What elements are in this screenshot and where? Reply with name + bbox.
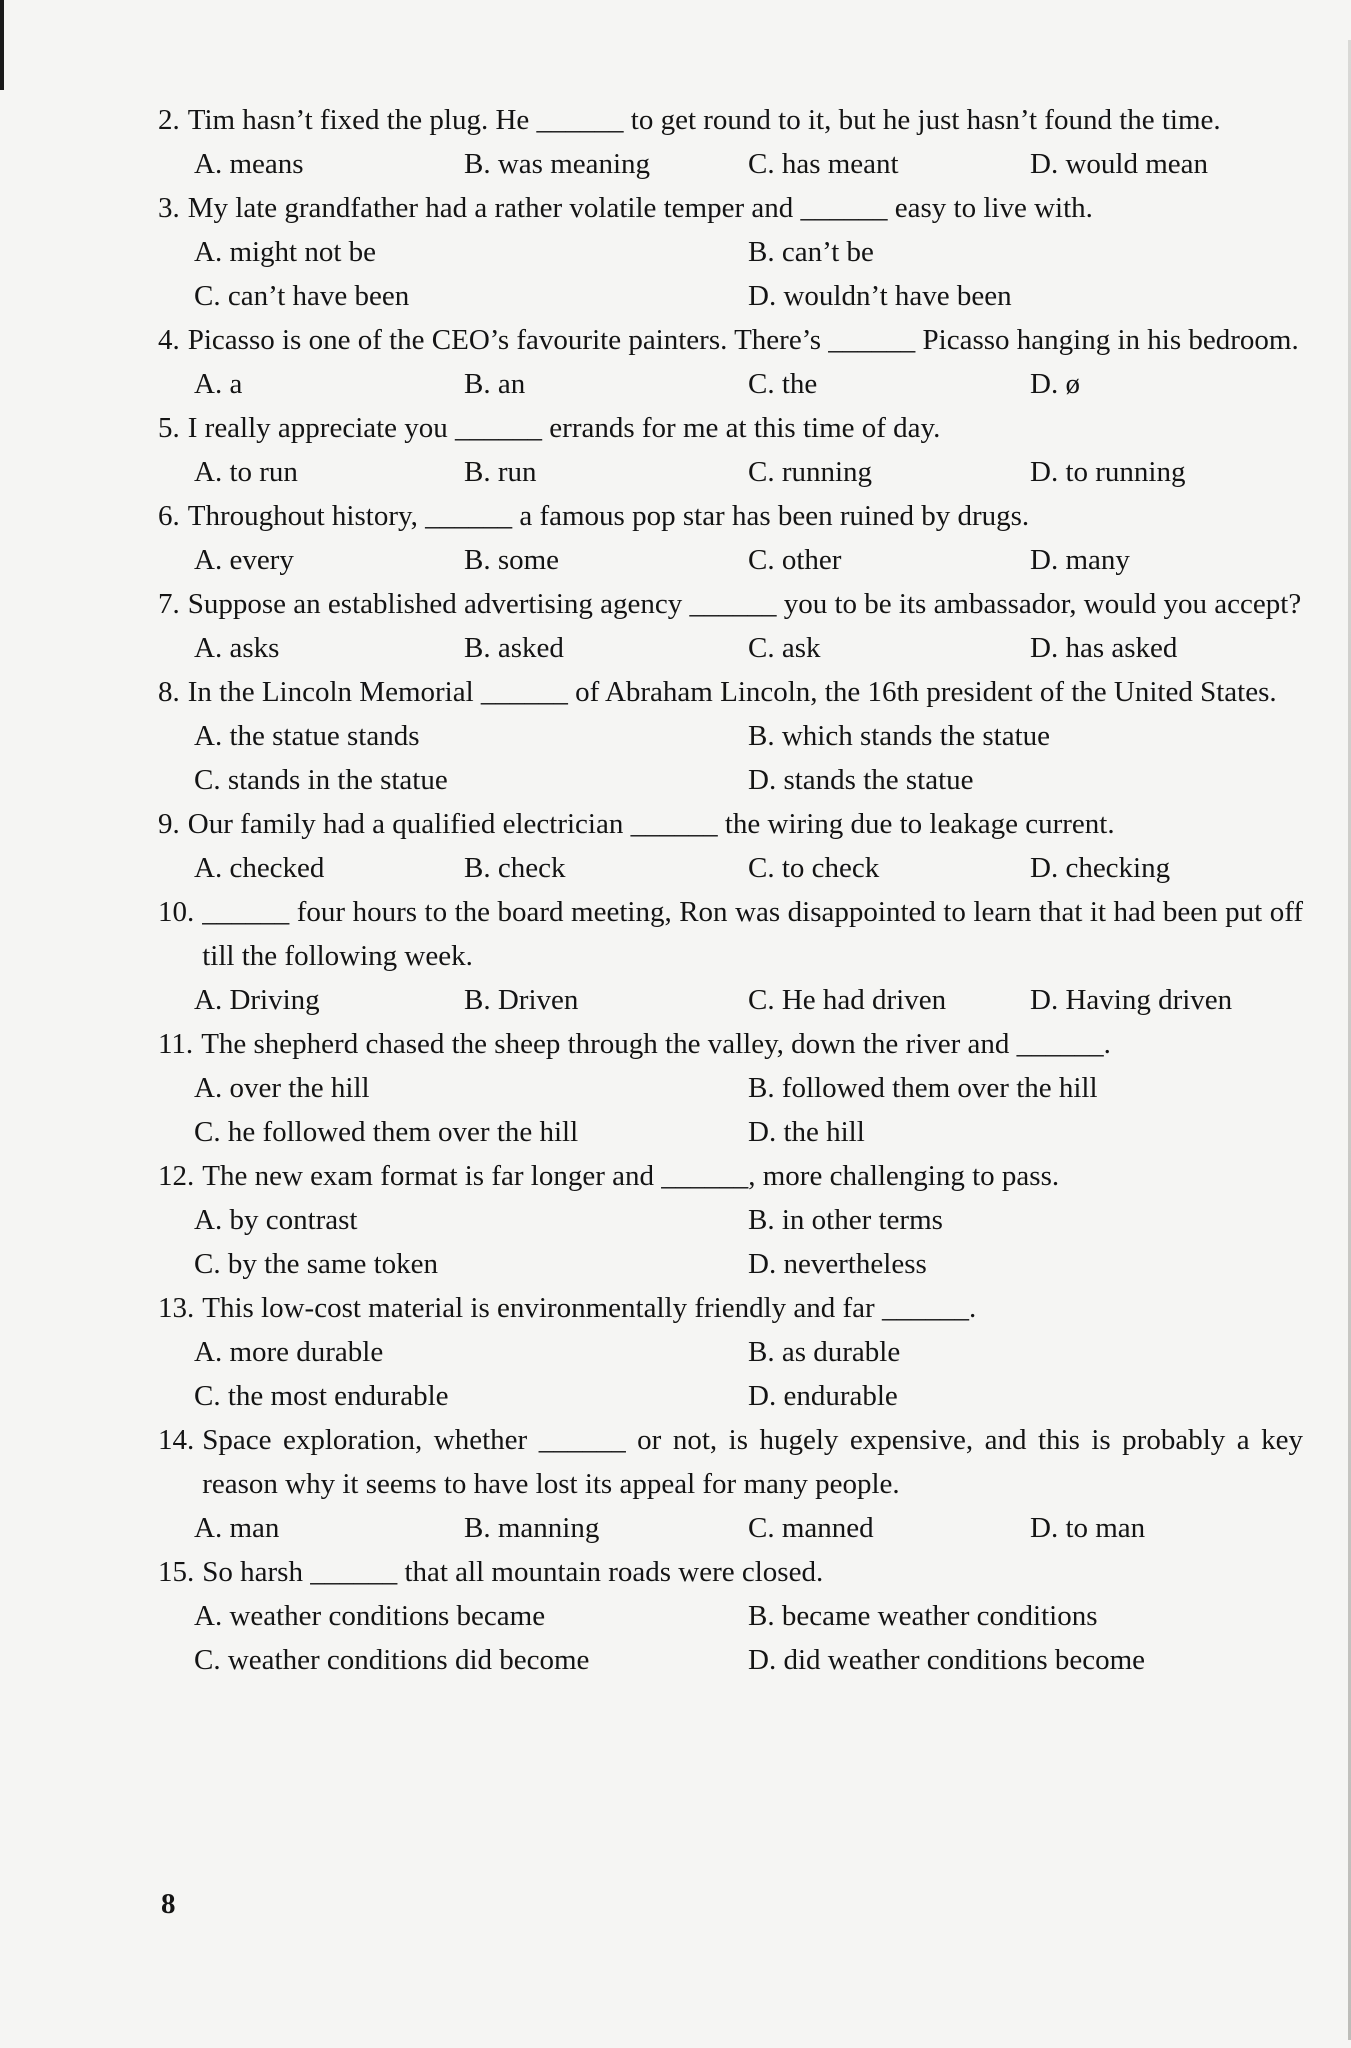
- option-b: B. as durable: [748, 1336, 901, 1368]
- option-d: D. did weather conditions become: [748, 1644, 1146, 1676]
- question-13: [158, 1286, 1303, 1418]
- question-text: Suppose an established advertising agency ______ you to be its ambassador, would you accept?: [187, 588, 1302, 620]
- option-b: B. can’t be: [748, 236, 874, 268]
- question-8: [158, 670, 1303, 802]
- question-9: [158, 802, 1303, 890]
- question-text: Tim hasn’t fixed the plug. He ______ to get round to it, but he just hasn’t found the time.: [187, 104, 1221, 136]
- question-2: [158, 98, 1303, 186]
- option-c: C. the most endurable: [194, 1380, 449, 1412]
- question-11: [158, 1022, 1303, 1154]
- question-number: 9.: [158, 808, 180, 840]
- option-b: B. in other terms: [748, 1204, 943, 1236]
- question-list: [158, 98, 1303, 1682]
- option-a: A. every: [194, 544, 294, 576]
- option-b: B. check: [464, 852, 566, 884]
- option-a: A. asks: [194, 632, 280, 664]
- question-number: 12.: [158, 1160, 195, 1192]
- option-b: B. became weather conditions: [748, 1600, 1098, 1632]
- question-text: Space exploration, whether ______ or not, is hugely expensive, and this is probably a key reason why it seems to have lost its appeal for many people.: [202, 1424, 1303, 1500]
- question-number: 13.: [158, 1292, 195, 1324]
- question-6: [158, 494, 1303, 582]
- option-a: A. weather conditions became: [194, 1600, 546, 1632]
- question-number: 14.: [158, 1424, 195, 1456]
- question-12: [158, 1154, 1303, 1286]
- question-text: So harsh ______ that all mountain roads were closed.: [202, 1556, 824, 1588]
- option-d: D. the hill: [748, 1116, 865, 1148]
- option-a: A. a: [194, 368, 243, 400]
- option-d: D. checking: [1030, 852, 1171, 884]
- question-5: [158, 406, 1303, 494]
- option-c: C. ask: [748, 632, 821, 664]
- option-a: A. by contrast: [194, 1204, 358, 1236]
- question-4: [158, 318, 1303, 406]
- option-a: A. man: [194, 1512, 280, 1544]
- option-d: D. wouldn’t have been: [748, 280, 1012, 312]
- question-3: [158, 186, 1303, 318]
- question-text: The new exam format is far longer and ______, more challenging to pass.: [202, 1160, 1060, 1192]
- option-a: A. to run: [194, 456, 298, 488]
- option-a: A. Driving: [194, 984, 320, 1016]
- option-c: C. to check: [748, 852, 880, 884]
- option-b: B. which stands the statue: [748, 720, 1051, 752]
- page-number: 8: [161, 1888, 176, 1920]
- option-a: A. the statue stands: [194, 720, 420, 752]
- option-c: C. He had driven: [748, 984, 947, 1016]
- question-7: [158, 582, 1303, 670]
- option-a: A. might not be: [194, 236, 377, 268]
- question-number: 7.: [158, 588, 180, 620]
- option-b: B. an: [464, 368, 526, 400]
- option-a: A. more durable: [194, 1336, 384, 1368]
- option-d: D. stands the statue: [748, 764, 974, 796]
- option-c: C. manned: [748, 1512, 874, 1544]
- question-number: 15.: [158, 1556, 195, 1588]
- page-edge-shadow: [0, 0, 4, 90]
- option-c: C. he followed them over the hill: [194, 1116, 579, 1148]
- question-number: 6.: [158, 500, 180, 532]
- option-b: B. followed them over the hill: [748, 1072, 1098, 1104]
- option-c: C. can’t have been: [194, 280, 410, 312]
- option-a: A. checked: [194, 852, 325, 884]
- question-text: In the Lincoln Memorial ______ of Abraham Lincoln, the 16th president of the United States.: [187, 676, 1277, 708]
- option-c: C. running: [748, 456, 873, 488]
- question-text: I really appreciate you ______ errands for me at this time of day.: [187, 412, 941, 444]
- question-text: Our family had a qualified electrician ______ the wiring due to leakage current.: [187, 808, 1115, 840]
- option-c: C. stands in the statue: [194, 764, 448, 796]
- option-b: B. asked: [464, 632, 564, 664]
- option-d: D. nevertheless: [748, 1248, 927, 1280]
- question-number: 8.: [158, 676, 180, 708]
- question-number: 4.: [158, 324, 180, 356]
- question-number: 11.: [158, 1028, 194, 1060]
- option-c: C. has meant: [748, 148, 899, 180]
- question-number: 10.: [158, 896, 195, 928]
- question-text: My late grandfather had a rather volatile temper and ______ easy to live with.: [187, 192, 1093, 224]
- option-a: A. over the hill: [194, 1072, 370, 1104]
- question-text: ______ four hours to the board meeting, Ron was disappointed to learn that it had been put off till the following week.: [202, 896, 1303, 972]
- option-c: C. by the same token: [194, 1248, 439, 1280]
- option-d: D. ø: [1030, 368, 1080, 400]
- option-d: D. has asked: [1030, 632, 1178, 664]
- option-b: B. some: [464, 544, 560, 576]
- option-d: D. many: [1030, 544, 1130, 576]
- option-d: D. Having driven: [1030, 984, 1233, 1016]
- question-10: [158, 890, 1303, 1022]
- option-b: B. was meaning: [464, 148, 651, 180]
- option-d: D. endurable: [748, 1380, 898, 1412]
- question-text: Picasso is one of the CEO’s favourite painters. There’s ______ Picasso hanging in his bedroom.: [187, 324, 1299, 356]
- option-a: A. means: [194, 148, 304, 180]
- option-c: C. weather conditions did become: [194, 1644, 590, 1676]
- question-text: This low-cost material is environmentally friendly and far ______.: [202, 1292, 977, 1324]
- option-b: B. Driven: [464, 984, 579, 1016]
- question-number: 3.: [158, 192, 180, 224]
- question-text: The shepherd chased the sheep through the valley, down the river and ______.: [201, 1028, 1111, 1060]
- option-b: B. manning: [464, 1512, 600, 1544]
- question-number: 5.: [158, 412, 180, 444]
- option-d: D. to running: [1030, 456, 1186, 488]
- option-b: B. run: [464, 456, 537, 488]
- question-number: 2.: [158, 104, 180, 136]
- question-text: Throughout history, ______ a famous pop star has been ruined by drugs.: [187, 500, 1030, 532]
- question-15: [158, 1550, 1303, 1682]
- option-c: C. other: [748, 544, 842, 576]
- question-14: [158, 1418, 1303, 1550]
- option-c: C. the: [748, 368, 818, 400]
- option-d: D. to man: [1030, 1512, 1146, 1544]
- option-d: D. would mean: [1030, 148, 1208, 180]
